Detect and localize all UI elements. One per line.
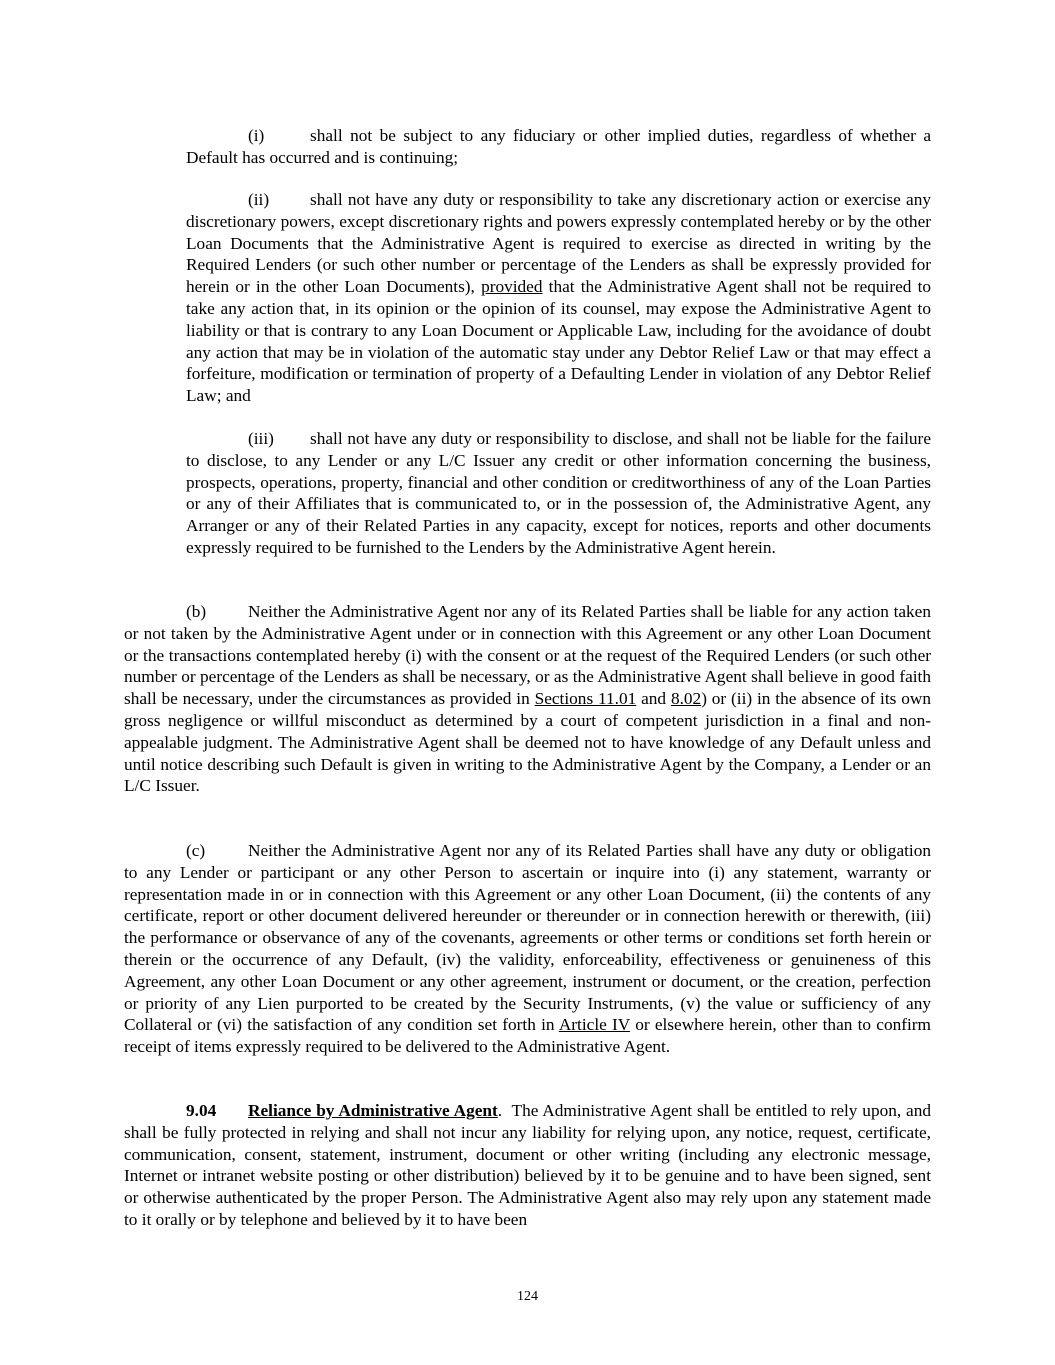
- clause-text: shall not have any duty or responsibility to disclose, and shall not be liable for the failure to disclose, to any Lender or any L/C Issuer any credit or other information concerning the business, prospects, operations, property, financial and other condition or creditworthiness of any of the Loan Parties or any of their Affiliates that is communicated to, or in the possession of, the Administrative Agent, any Arranger or any of their Related Parties in any capacity, except for notices, reports and other documents expressly required to be furnished to the Lenders by the Administrative Agent herein.: [186, 429, 931, 557]
- clause-text: shall not have any duty or responsibility to take any discretionary action or exercise any discretionary powers, except discretionary rights and powers expressly contemplated hereby or by the other Loan Documents that the Administrative Agent is required to exercise as directed in writing by the Required Lenders (or such other number or percentage of the Lenders as shall be expressly provided for herein or in the other Loan Documents),: [186, 190, 931, 297]
- clause-b: [124, 601, 931, 797]
- clause-text-continued: or elsewhere herein, other than to confirm receipt of items expressly required to be delivered to the Administrative Agent.: [124, 1015, 931, 1057]
- section-904: [124, 1100, 931, 1231]
- section-heading: Reliance by Administrative Agent: [248, 1101, 498, 1120]
- clause-marker: (c): [186, 841, 206, 860]
- clause-text: Neither the Administrative Agent nor any of its Related Parties shall have any duty or obligation to any Lender or participant or any other Person to ascertain or inquire into (i) any statement, warranty or representation made in or in connection with this Agreement or any other Loan Document, (ii) the contents of any certificate, report or other document delivered hereunder or thereunder or in connection herewith or therewith, (iii) the performance or observance of any of the covenants, agreements or other terms or conditions set forth herein or therein or the occurrence of any Default, (iv) the validity, enforceability, effectiveness or genuineness of this Agreement, any other Loan Document or any other agreement, instrument or document, or the creation, perfection or priority of any Lien purported to be created by the Security Instruments, (v) the value or sufficiency of any Collateral or (vi) the satisfaction of any condition set forth in: [124, 841, 931, 1035]
- section-heading-period: .: [497, 1101, 503, 1120]
- section-reference-link[interactable]: Sections 11.01: [534, 689, 637, 709]
- section-text: The Administrative Agent shall be entitled to rely upon, and shall be fully protected in relying and shall not incur any liability for relying upon, any notice, request, certificate, communication, consent, statement, instrument, document or other writing (including any electronic message, Internet or intranet website posting or other distribution) believed by it to be genuine and to have been signed, sent or otherwise authenticated by the proper Person. The Administrative Agent also may rely upon any statement made to it orally or by telephone and believed by it to have been: [124, 1101, 931, 1229]
- article-reference-link[interactable]: Article IV: [558, 1015, 630, 1035]
- clause-iii: [186, 428, 931, 559]
- clause-text-continued: ) or (ii) in the absence of its own gross negligence or willful misconduct as determined by a court of competent jurisdiction in a final and non-appealable judgment. The Administrative Agent shall be deemed not to have knowledge of any Default unless and until notice describing such Default is given in writing to the Administrative Agent by the Company, a Lender or an L/C Issuer.: [124, 689, 931, 796]
- clause-marker: (b): [186, 602, 207, 621]
- section-reference-link[interactable]: 8.02: [670, 689, 702, 709]
- clause-marker: (iii): [248, 429, 274, 448]
- clause-marker: (i): [248, 126, 265, 145]
- clause-c: [124, 840, 931, 1058]
- clause-text-continued: that the Administrative Agent shall not be required to take any action that, in its opinion or the opinion of its counsel, may expose the Administrative Agent to liability or that is contrary to any Loan Document or Applicable Law, including for the avoidance of doubt any action that may be in violation of the automatic stay under any Debtor Relief Law or that may effect a forfeiture, modification or termination of property of a Defaulting Lender in violation of any Debtor Relief Law; and: [186, 277, 932, 406]
- provided-term: provided: [481, 277, 543, 297]
- clause-text: shall not be subject to any fiduciary or other implied duties, regardless of whether a Default has occurred and is continuing;: [186, 126, 931, 167]
- clause-text: Neither the Administrative Agent nor any of its Related Parties shall be liable for any action taken or not taken by the Administrative Agent under or in connection with this Agreement or any other Loan Document or the transactions contemplated hereby (i) with the consent or at the request of the Required Lenders (or such other number or percentage of the Lenders as shall be necessary, or as the Administrative Agent shall believe in good faith shall be necessary, under the circumstances as provided in: [124, 602, 931, 709]
- clause-marker: (ii): [248, 190, 270, 209]
- clause-i: [186, 125, 931, 169]
- clause-ii: [186, 189, 931, 407]
- section-number: 9.04: [186, 1101, 217, 1120]
- clause-text: and: [641, 689, 667, 709]
- page-number: 124: [517, 1289, 538, 1304]
